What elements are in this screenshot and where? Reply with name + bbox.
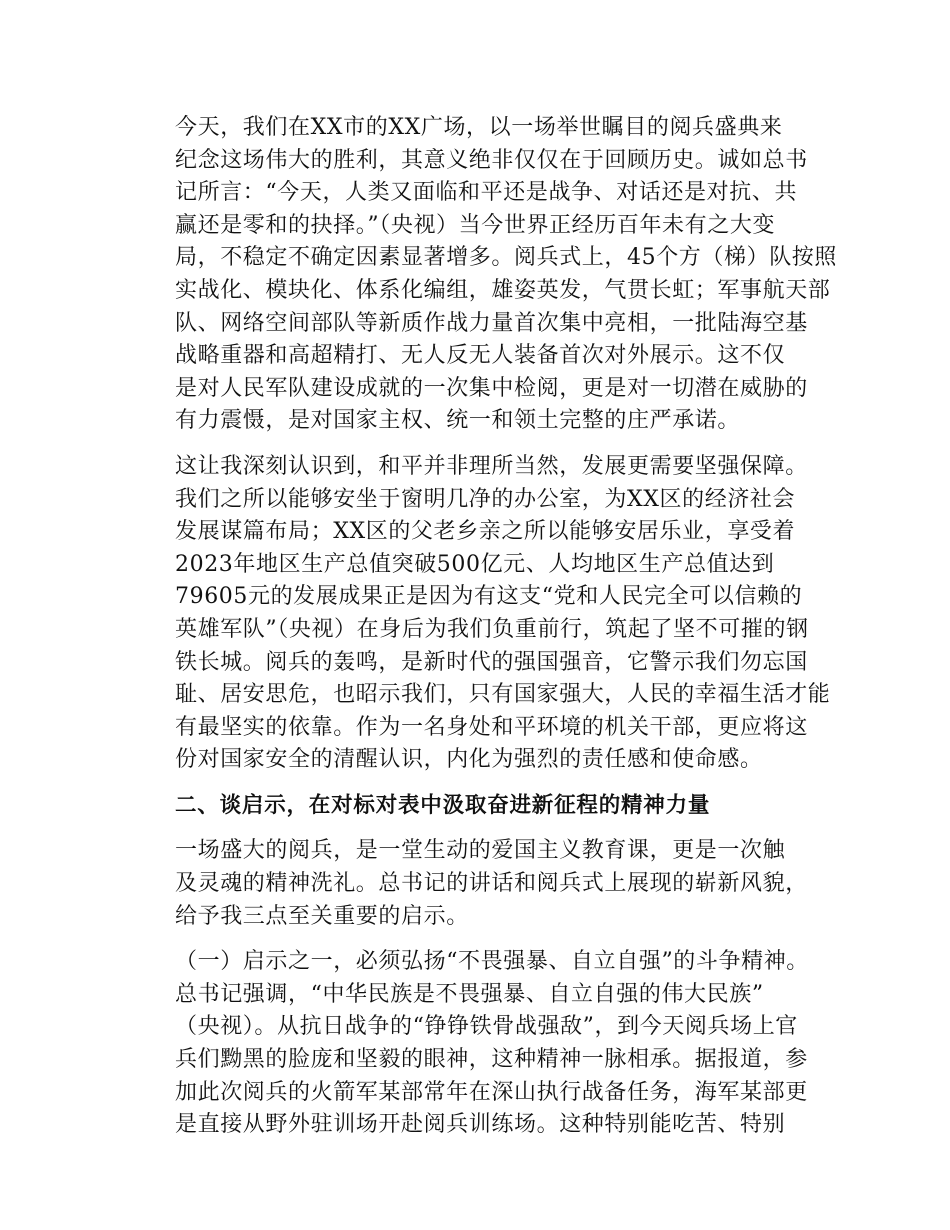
text-line: 战略重器和高超精打、无人反无人装备首次对外展示。这不仅	[175, 343, 786, 369]
paragraph-insight-one	[142, 946, 810, 1142]
text-line: 79605元的发展成果正是因为有这支“党和人民完全可以信赖的	[175, 584, 803, 610]
text-line: 今天，我们在XX市的XX广场，以一场举世瞩目的阅兵盛典来	[175, 115, 783, 140]
text-line: 耻、居安思危，也昭示我们，只有国家强大，人民的幸福生活才能	[175, 682, 831, 708]
text-line: 及灵魂的精神洗礼。总书记的讲话和阅兵式上展现的崭新风貌，	[175, 871, 808, 897]
text-line: 兵们黝黑的脸庞和坚毅的眼神，这种精神一脉相承。据报道，参	[175, 1047, 808, 1073]
text-line: （一）启示之一，必须弘扬“不畏强暴、自立自强”的斗争精神。	[175, 949, 809, 975]
text-line: 是对人民军队建设成就的一次集中检阅，更是对一切潜在威胁的	[175, 375, 808, 401]
text-line: 我们之所以能够安坐于窗明几净的办公室，为XX区的经济社会	[175, 486, 796, 512]
paragraph-parade-significance	[142, 112, 837, 438]
text-line: 记所言：“今天，人类又面临和平还是战争、对话还是对抗、共	[175, 180, 798, 206]
text-line: 铁长城。阅兵的轰鸣，是新时代的强国强音，它警示我们勿忘国	[175, 649, 808, 675]
text-line: 英雄军队”（央视）在身后为我们负重前行，筑起了坚不可摧的钢	[175, 616, 809, 642]
text-line: 加此次阅兵的火箭军某部常年在深山执行战备任务，海军某部更	[175, 1079, 808, 1105]
text-line: 这让我深刻认识到，和平并非理所当然，发展更需要坚强保障。	[175, 453, 808, 479]
text-line: 局，不稳定不确定因素显著增多。阅兵式上，45个方（梯）队按照	[175, 245, 837, 271]
section-heading-insights	[142, 790, 810, 823]
text-line: 是直接从野外驻训场开赴阅兵训练场。这种特别能吃苦、特别	[175, 1112, 786, 1138]
text-line: （央视）。从抗日战争的“铮铮铁骨战强敌”，到今天阅兵场上官	[175, 1014, 798, 1040]
document-body	[142, 112, 837, 1155]
text-line: 2023年地区生产总值突破500亿元、人均地区生产总值达到	[175, 551, 775, 577]
paragraph-peace-not-granted	[142, 451, 831, 777]
text-line: 有力震慑，是对国家主权、统一和领土完整的庄严承诺。	[175, 408, 741, 434]
text-line: 队、网络空间部队等新质作战力量首次集中亮相，一批陆海空基	[175, 310, 808, 336]
paragraph-parade-lesson	[142, 835, 810, 933]
heading-line: 二、谈启示，在对标对表中汲取奋进新征程的精神力量	[175, 792, 711, 818]
text-line: 给予我三点至关重要的启示。	[175, 903, 469, 929]
text-line: 实战化、模块化、体系化编组，雄姿英发，气贯长虹；军事航天部	[175, 277, 831, 303]
text-line: 赢还是零和的抉择。”（央视）当今世界正经历百年未有之大变	[175, 212, 776, 238]
text-line: 总书记强调，“中华民族是不畏强暴、自立自强的伟大民族”	[175, 981, 764, 1007]
text-line: 一场盛大的阅兵，是一堂生动的爱国主义教育课，更是一次触	[175, 838, 786, 864]
text-line: 纪念这场伟大的胜利，其意义绝非仅仅在于回顾历史。诚如总书	[175, 147, 808, 173]
text-line: 有最坚实的依靠。作为一名身处和平环境的机关干部，更应将这	[175, 714, 808, 740]
text-line: 发展谋篇布局；XX区的父老乡亲之所以能够安居乐业，享受着	[175, 519, 796, 545]
text-line: 份对国家安全的清醒认识，内化为强烈的责任感和使命感。	[175, 747, 763, 773]
